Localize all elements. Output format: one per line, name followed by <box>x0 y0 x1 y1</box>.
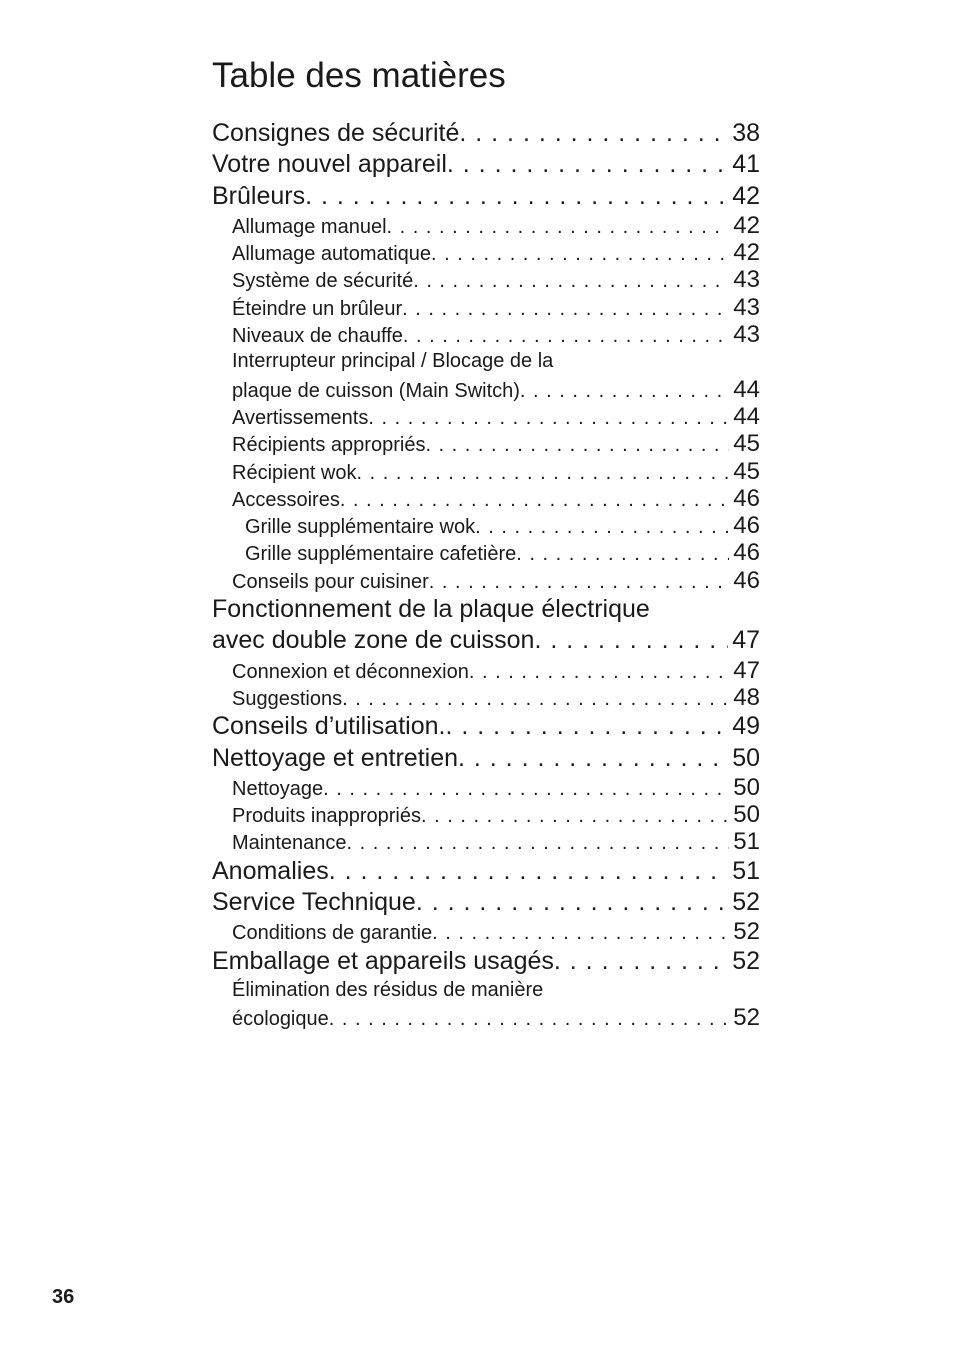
toc-entry[interactable] <box>212 181 760 212</box>
toc-entry-label-line1: Interrupteur principal / Blocage de la <box>232 350 554 373</box>
toc-entry-label: Produits inappropriés <box>232 805 421 828</box>
toc-entry[interactable] <box>212 294 760 321</box>
toc-entry-page: 46 <box>733 539 760 567</box>
toc-entry[interactable] <box>212 977 760 1032</box>
toc-entry-label: Nettoyage et entretien <box>212 743 458 772</box>
toc-entry-line <box>212 118 760 149</box>
page-number: 36 <box>52 1286 75 1308</box>
toc-entry-label: Maintenance <box>232 832 347 855</box>
toc-entry-page: 46 <box>733 512 760 540</box>
toc-entry[interactable] <box>212 239 760 266</box>
toc-entry-line <box>232 774 760 803</box>
dot-leader <box>357 460 730 487</box>
toc-entry-page: 51 <box>732 856 760 885</box>
toc-entry[interactable] <box>212 485 760 512</box>
toc-entry-label: Votre nouvel appareil <box>212 150 447 179</box>
toc-entry-page: 46 <box>733 566 760 594</box>
dot-leader <box>516 541 729 568</box>
toc-entry[interactable] <box>212 266 760 293</box>
toc-entry-page: 52 <box>732 946 760 975</box>
dot-leader <box>416 887 728 918</box>
toc-entry-line <box>232 376 760 405</box>
toc-entry-page: 43 <box>733 321 760 349</box>
toc-entry-line <box>232 801 760 830</box>
toc-entry-label: plaque de cuisson (Main Switch) <box>232 379 520 402</box>
toc-entry-line <box>232 266 760 295</box>
toc-entry[interactable] <box>212 743 760 774</box>
toc-entry-line <box>232 567 760 596</box>
table-of-contents <box>212 118 760 1032</box>
toc-entry[interactable] <box>212 801 760 828</box>
toc-entry[interactable] <box>212 946 760 977</box>
toc-entry-label: Connexion et déconnexion <box>232 660 469 683</box>
toc-entry-page: 46 <box>733 484 760 512</box>
toc-entry-line <box>232 239 760 268</box>
toc-entry-page: 44 <box>733 375 760 403</box>
toc-entry-page: 41 <box>732 150 760 179</box>
toc-entry[interactable] <box>212 118 760 149</box>
toc-entry-line <box>232 294 760 323</box>
dot-leader <box>329 856 728 887</box>
toc-entry-label: Suggestions <box>232 687 343 710</box>
toc-entry-label: Récipient wok <box>232 461 357 484</box>
toc-entry-line <box>212 625 760 656</box>
toc-entry-line <box>232 1004 760 1033</box>
toc-entry-page: 45 <box>733 430 760 458</box>
toc-entry-line <box>232 212 760 241</box>
toc-entry-line <box>212 946 760 977</box>
page-title: Table des matières <box>212 56 506 95</box>
toc-entry-page: 48 <box>733 683 760 711</box>
toc-entry-line <box>212 181 760 212</box>
toc-entry-line <box>212 149 760 180</box>
dot-leader <box>421 803 729 830</box>
toc-entry-label: Nettoyage <box>232 777 324 800</box>
dot-leader <box>445 711 728 742</box>
toc-entry-line <box>232 828 760 857</box>
toc-entry[interactable] <box>212 887 760 918</box>
dot-leader <box>347 830 730 857</box>
toc-entry-line <box>232 430 760 459</box>
dot-leader <box>387 214 730 241</box>
toc-entry-page: 38 <box>732 119 760 147</box>
dot-leader <box>403 323 729 350</box>
toc-entry-page: 42 <box>732 181 760 210</box>
toc-entry-label: Avertissements <box>232 406 369 429</box>
toc-entry-label: Accessoires <box>232 488 340 511</box>
toc-entry-line <box>232 485 760 514</box>
toc-entry-line <box>212 711 760 742</box>
toc-entry[interactable] <box>212 539 760 566</box>
toc-entry-page: 47 <box>732 626 760 655</box>
toc-entry-page: 51 <box>733 828 760 856</box>
toc-entry[interactable] <box>212 321 760 348</box>
toc-entry[interactable] <box>212 403 760 430</box>
toc-entry-label-line1: Élimination des résidus de manière <box>232 978 544 1001</box>
toc-entry-label: Conseils pour cuisiner <box>232 570 429 593</box>
dot-leader <box>520 378 729 405</box>
toc-entry[interactable] <box>212 684 760 711</box>
toc-entry[interactable] <box>212 430 760 457</box>
toc-entry-page: 43 <box>733 266 760 294</box>
toc-entry-line <box>212 856 760 887</box>
toc-entry-line <box>232 321 760 350</box>
dot-leader <box>425 432 729 459</box>
dot-leader <box>429 569 730 596</box>
toc-entry-label: écologique <box>232 1008 329 1031</box>
toc-entry-label-line1: Fonctionnement de la plaque électrique <box>212 595 650 624</box>
toc-entry-page: 42 <box>733 211 760 239</box>
toc-entry[interactable] <box>212 567 760 594</box>
dot-leader <box>554 946 728 977</box>
toc-entry-label: Niveaux de chauffe <box>232 325 403 348</box>
toc-entry-line <box>245 512 760 541</box>
toc-entry-line <box>232 458 760 487</box>
toc-entry[interactable] <box>212 856 760 887</box>
toc-entry-label: Éteindre un brûleur <box>232 297 403 320</box>
dot-leader <box>368 405 729 432</box>
toc-entry-page: 42 <box>733 239 760 267</box>
toc-entry-label: Allumage automatique <box>232 243 432 266</box>
toc-entry-page: 43 <box>733 293 760 321</box>
toc-entry[interactable] <box>212 657 760 684</box>
toc-entry[interactable] <box>212 212 760 239</box>
toc-entry-label: Récipients appropriés <box>232 434 426 457</box>
dot-leader <box>432 920 729 947</box>
toc-entry-page: 52 <box>733 1004 760 1032</box>
dot-leader <box>329 1006 730 1033</box>
toc-entry-label: Consignes de sécurité <box>212 119 460 147</box>
toc-entry-page: 45 <box>733 457 760 485</box>
toc-entry-page: 52 <box>732 888 760 917</box>
toc-entry-page: 47 <box>733 656 760 684</box>
dot-leader <box>469 659 729 686</box>
toc-entry-label: Grille supplémentaire wok <box>245 516 476 539</box>
dot-leader <box>447 149 728 180</box>
toc-entry-line <box>212 743 760 774</box>
toc-entry-label: Anomalies <box>212 856 329 885</box>
dot-leader <box>431 241 729 268</box>
toc-entry-label: Système de sécurité <box>232 270 414 293</box>
dot-leader <box>534 625 728 656</box>
toc-entry-line <box>232 403 760 432</box>
dot-leader <box>340 487 729 514</box>
toc-entry-line <box>232 657 760 686</box>
toc-entry[interactable] <box>212 711 760 742</box>
toc-entry-page: 50 <box>733 773 760 801</box>
toc-entry[interactable] <box>212 594 760 657</box>
toc-entry-page: 44 <box>733 402 760 430</box>
dot-leader <box>413 268 729 295</box>
toc-entry-label: Brûleurs <box>212 181 306 210</box>
dot-leader <box>305 181 728 212</box>
toc-entry-label: Conditions de garantie <box>232 922 433 945</box>
dot-leader <box>402 296 729 323</box>
toc-entry-label: Grille supplémentaire cafetière <box>245 543 517 566</box>
toc-entry[interactable] <box>212 348 760 403</box>
toc-entry[interactable] <box>212 774 760 801</box>
dot-leader <box>323 776 729 803</box>
toc-entry-line <box>232 918 760 947</box>
toc-entry-page: 49 <box>732 712 760 741</box>
dot-leader <box>459 118 728 149</box>
dot-leader <box>475 514 729 541</box>
toc-entry-page: 50 <box>732 743 760 772</box>
dot-leader <box>458 743 728 774</box>
toc-entry-label: Service Technique <box>212 888 416 917</box>
toc-entry[interactable] <box>212 918 760 945</box>
toc-entry-line <box>212 887 760 918</box>
toc-entry[interactable] <box>212 828 760 855</box>
toc-entry-label: avec double zone de cuisson <box>212 626 535 655</box>
toc-entry-page: 50 <box>733 801 760 829</box>
toc-entry[interactable] <box>212 458 760 485</box>
toc-entry-label: Conseils d’utilisation. <box>212 712 446 741</box>
toc-entry-label: Emballage et appareils usagés <box>212 946 554 975</box>
toc-entry-label: Allumage manuel <box>232 215 387 238</box>
toc-entry-line <box>245 539 760 568</box>
toc-entry[interactable] <box>212 512 760 539</box>
toc-entry[interactable] <box>212 149 760 180</box>
toc-entry-page: 52 <box>733 918 760 946</box>
toc-entry-line <box>232 684 760 713</box>
dot-leader <box>342 686 729 713</box>
